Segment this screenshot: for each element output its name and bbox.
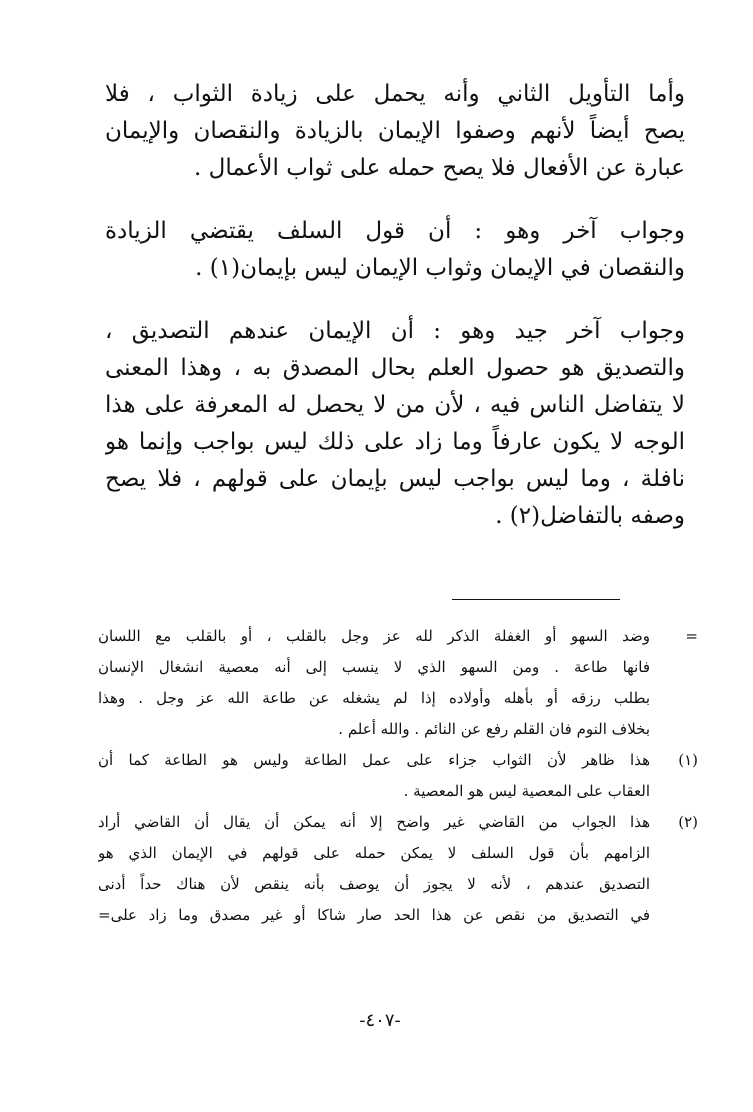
footnote-2 <box>98 807 698 931</box>
footnote-marker: (١) <box>678 751 698 769</box>
page-number: -٤٠٧- <box>359 1010 401 1031</box>
footnotes <box>98 621 698 931</box>
footnote-line: هذا الجواب من القاضي غير واضح إلا أنه يمكن أن يقال أن القاضي أراد <box>98 813 650 831</box>
text-line: وأما التأويل الثاني وأنه يحمل على زيادة الثواب ، فلا <box>105 81 685 107</box>
footnote-marker: = <box>685 627 698 645</box>
footnote-line: بطلب رزقه أو بأهله وأولاده إذا لم يشغله عن طاعة الله عز وجل . وهذا <box>98 689 650 707</box>
footnote-line: الزامهم بأن قول السلف لا يمكن حمله على قولهم في الإيمان الذي هو <box>98 844 650 862</box>
footnote-line: بخلاف النوم فان القلم رفع عن النائم . والله أعلم . <box>338 720 650 738</box>
footnote-1 <box>98 745 698 807</box>
footnote-line: التصديق عندهم ، لأنه لا يجوز أن يوصف بأنه ينقص لأن هناك حداً أدنى <box>98 875 650 893</box>
footnote-divider <box>452 599 620 600</box>
main-text <box>105 76 685 535</box>
footnote-continuation <box>98 621 698 745</box>
paragraph-2 <box>105 213 685 287</box>
text-line: نافلة ، وما ليس بواجب ليس بإيمان على قولهم ، فلا يصح <box>105 466 685 492</box>
footnote-line: في التصديق من نقص عن هذا الحد صار شاكا أو غير مصدق وما زاد على= <box>98 906 650 924</box>
footnote-line: فانها طاعة . ومن السهو الذي لا ينسب إلى أنه معصية انشغال الإنسان <box>98 658 650 676</box>
text-line: يصح أيضاً لأنهم وصفوا الإيمان بالزيادة والنقصان والإيمان <box>105 118 685 144</box>
text-line: والنقصان في الإيمان وثواب الإيمان ليس بإيمان(١) . <box>195 255 685 281</box>
text-line: وصفه بالتفاضل(٢) . <box>495 503 685 529</box>
text-line: الوجه لا يكون عارفاً وما زاد على ذلك ليس بواجب وإنما هو <box>105 429 685 455</box>
footnote-line: هذا ظاهر لأن الثواب جزاء على عمل الطاعة وليس هو الطاعة كما أن <box>98 751 650 769</box>
text-line: لا يتفاضل الناس فيه ، لأن من لا يحصل له المعرفة على هذا <box>105 392 685 418</box>
paragraph-1 <box>105 76 685 187</box>
footnote-line: العقاب على المعصية ليس هو المعصية . <box>403 782 650 800</box>
text-line: والتصديق هو حصول العلم بحال المصدق به ، وهذا المعنى <box>105 355 685 381</box>
footnote-marker: (٢) <box>678 813 698 831</box>
text-line: وجواب آخر جيد وهو : أن الإيمان عندهم التصديق ، <box>105 318 685 344</box>
text-line: وجواب آخر وهو : أن قول السلف يقتضي الزيادة <box>105 218 685 244</box>
paragraph-3 <box>105 313 685 535</box>
footnote-line: وضد السهو أو الغفلة الذكر لله عز وجل بالقلب ، أو بالقلب مع اللسان <box>98 627 650 645</box>
text-line: عبارة عن الأفعال فلا يصح حمله على ثواب الأعمال . <box>194 155 685 181</box>
